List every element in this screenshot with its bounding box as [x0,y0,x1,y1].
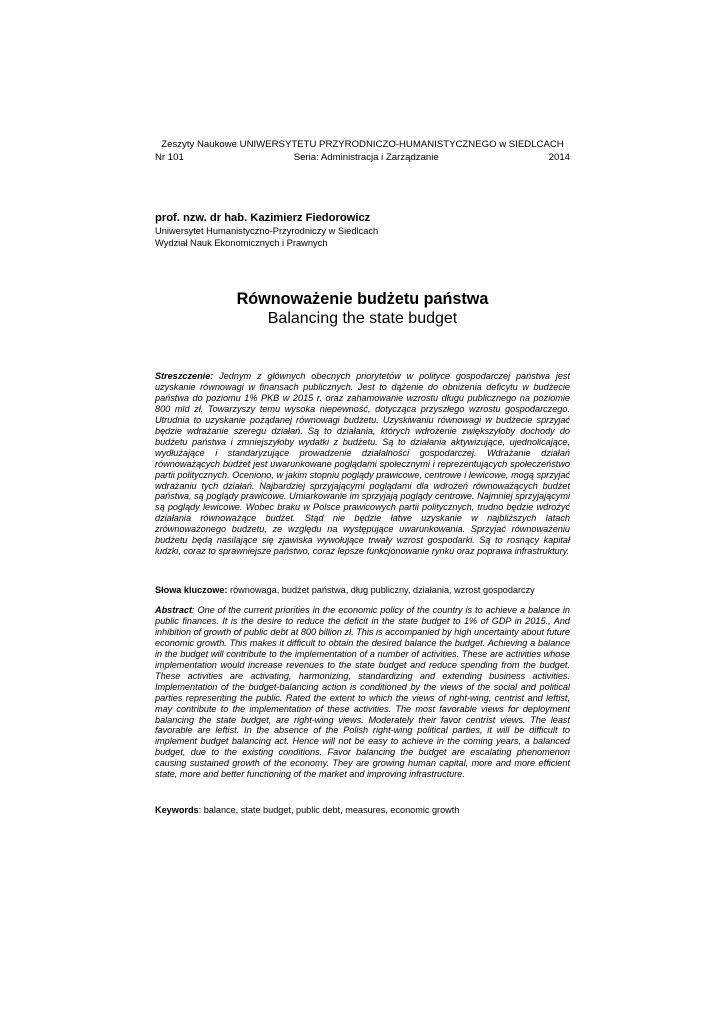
keywords-english-text: : balance, state budget, public debt, measures, economic growth [198,805,460,815]
paper-title-polish: Równoważenie budżetu państwa [236,290,489,308]
publication-year: 2014 [548,151,570,163]
abstract-english-label: Abstract [155,605,193,615]
author-university: Uniwersytet Humanistyczno-Przyrodniczy w Siedlcach [155,226,379,236]
keywords-english [155,805,570,816]
keywords-polish-label: Słowa kluczowe: [155,585,228,595]
author-faculty: Wydział Nauk Ekonomicznych i Prawnych [155,238,328,248]
abstract-english [155,605,570,780]
paper-title-english: Balancing the state budget [267,310,458,327]
paper-title-block [155,289,570,329]
author-name: prof. nzw. dr hab. Kazimierz Fiedorowicz [155,212,371,224]
abstract-polish-text: Jednym z głównych obecnych priorytetów w polityce gospodarczej państwa jest uzyskanie równowagi w finansach publicznych. Jest to dążenie do obniżenia deficytu w budżecie państwa do poziomu 1% PKB w 2015 r. oraz zahamowanie wzrostu długu publicznego na poziomie 800 mld zł. Towarzyszy temu wysoka niepewność, dotycząca przyszłego wzrostu gospodarczego. Utrudnia to uzyskanie pożądanej równowagi budżetu. Uzyskiwaniu równowagi w budżecie sprzyjać będzie wdrażanie szeregu działań. Są to działania, których wdrożenie zwiększyłoby dochody do budżetu państwa i zmniejszyłoby wydatki z budżetu. Są to działania aktywizujące, ujednolicające, wydłużające i standaryzujące prowadzenie działalności gospodarczej. Wdrażanie działań równoważących budżet jest uwarunkowane poglądami społecznymi i reprezentujących społeczeństwo partii politycznych. Oceniono, w jakim stopniu poglądy prawicowe, centrowe i lewicowe, mogą sprzyjać wdrażaniu tych działań. Najbardziej sprzyjającymi poglądami dla wdrożeń równoważących budżet państwa, są poglądy prawicowe. Umiarkowanie im sprzyjają poglądy centrowe. Najmniej sprzyjającymi są poglądy lewicowe. Wobec braku w Polsce prawicowych partii politycznych, trudno będzie wdrożyć działania równoważące budżet. Stąd nie będzie łatwe uzyskanie w najbliższych latach zrównoważonego budżetu, ze względu na występujące uwarunkowania. Sprzyjać równoważeniu budżetu będą nasilające się zjawiska wywołujące trwały wzrost gospodarki. Są to rosnący kapitał ludzki, coraz to sprawniejsze państwo, coraz lepsze funkcjonowanie rynku oraz poprawa infrastruktury. [155,371,570,557]
journal-name: Zeszyty Naukowe UNIWERSYTETU PRZYRODNICZO-HUMANISTYCZNEGO w SIEDLCACH [161,139,564,150]
keywords-polish-text: równowaga, budżet państwa, dług publiczny, działania, wzrost gospodarczy [227,585,535,595]
issue-number: Nr 101 [155,151,184,163]
keywords-english-label: Keywords [155,805,199,815]
author-block [155,211,575,249]
keywords-polish [155,585,570,596]
journal-header [155,139,570,164]
abstract-polish-label: Streszczenie: [155,371,214,381]
journal-meta-row [155,152,570,165]
abstract-english-text: : One of the current priorities in the economic policy of the country is to achieve a balance in public finances. It is the desire to reduce the deficit in the state budget to 1% of GDP in 2015., And inhibition of growth of public debt at 800 billion zł. This is accompanied by high uncertainty about future economic growth. This makes it difficult to obtain the desired balance the budget. Achieving a balance in the budget will contribute to the implementation of a number of activities. These are activities whose implementation would increase revenues to the state budget and reduce spending from the budget. These activities are activating, harmonizing, standardizing and extending business activities. Implementation of the budget-balancing action is conditioned by the views of the social and political parties representing the public. Rated the extent to which the views of right-wing, centrist and leftist, may contribute to the implementation of these activities. The most favorable views for deployment balancing the state budget, are right-wing views. Moderately their favor centrist views. The least favorable are leftist. In the absence of the Polish right-wing political parties, it will be difficult to implement budget balancing act. Hence will not be easy to achieve in the coming years, a balanced budget, due to the existing conditions. Favor balancing the budget are escalating phenomenon causing sustained growth of the economy. They are growing human capital, more and more efficient state, more and better functioning of the market and improving infrastructure. [155,605,570,780]
series-name: Seria: Administracja i Zarządzanie [293,151,439,163]
abstract-polish [155,371,570,557]
